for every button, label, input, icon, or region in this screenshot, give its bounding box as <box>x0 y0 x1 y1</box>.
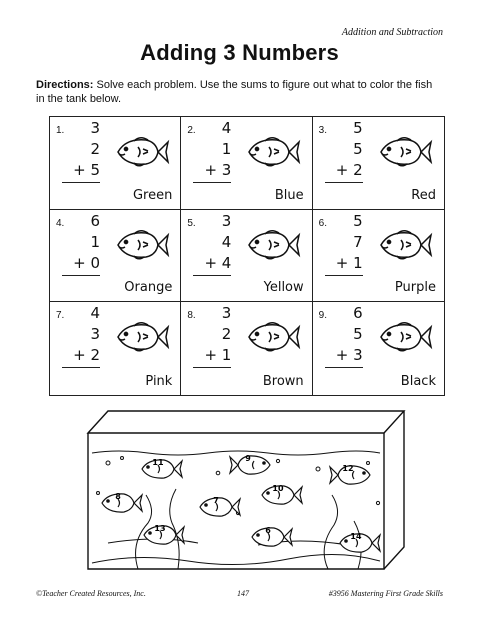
addend-1: 4 <box>90 304 100 323</box>
problem-stack <box>193 118 231 183</box>
fish-icon <box>243 133 301 171</box>
addend-2: 3 <box>90 325 100 344</box>
problem-cell <box>313 302 444 395</box>
color-label: Purple <box>394 280 436 296</box>
tank-fish <box>102 494 142 512</box>
addend-1: 3 <box>221 211 232 230</box>
directions-text: Solve each problem. Use the sums to figure out what to color the fish in the tank below. <box>36 79 433 105</box>
color-label: Black <box>400 373 436 389</box>
tank-fish-number: 14 <box>350 532 362 541</box>
tank-fish-number: 12 <box>342 464 354 473</box>
fish-icon <box>243 226 301 264</box>
problem-stack <box>193 303 231 368</box>
addend-1: 3 <box>90 119 100 137</box>
footer-left: ©Teacher Created Resources, Inc. <box>36 589 146 598</box>
problem-number: 1. <box>56 125 65 136</box>
fish-icon <box>243 318 301 356</box>
tank-fish-number: 8 <box>115 492 121 501</box>
problem-stack <box>62 211 100 276</box>
tank-side <box>384 411 404 569</box>
fish-icon <box>375 133 433 171</box>
addend-3: + 3 <box>335 346 363 365</box>
problem-cell <box>50 302 181 395</box>
addend-2: 1 <box>221 140 232 158</box>
addend-2: 7 <box>353 232 363 251</box>
addend-1: 4 <box>221 119 232 137</box>
directions-label: Directions: <box>36 79 94 91</box>
sum-line <box>193 275 231 276</box>
addend-2: 2 <box>221 325 232 344</box>
addend-3: + 2 <box>335 161 363 179</box>
color-label: Blue <box>274 187 304 203</box>
addend-1: 3 <box>221 304 232 323</box>
tank-fish <box>200 498 240 516</box>
addend-3: + 5 <box>73 161 100 179</box>
problem-number: 4. <box>56 217 65 229</box>
problem-stack <box>325 211 363 276</box>
sum-line <box>193 182 231 183</box>
tank-fish-number: 11 <box>152 458 164 467</box>
addend-1: 6 <box>90 211 100 230</box>
fish-icon <box>375 226 433 264</box>
fish-icon <box>375 318 433 356</box>
addend-2: 1 <box>90 232 100 251</box>
tank-fish-number: 7 <box>213 496 219 505</box>
fish-tank <box>78 403 414 573</box>
addend-1: 5 <box>353 211 363 230</box>
color-label: Pink <box>145 373 173 389</box>
problem-stack <box>193 211 231 276</box>
addend-2: 5 <box>353 140 363 158</box>
color-label: Brown <box>262 373 304 389</box>
tank-fish <box>252 528 292 546</box>
problem-number: 2. <box>187 125 196 136</box>
addend-3: + 1 <box>335 253 363 272</box>
color-label: Yellow <box>263 280 304 296</box>
tank-fish-group <box>102 454 380 552</box>
addend-2: 4 <box>221 232 232 251</box>
tank-fish-number: 9 <box>245 454 251 463</box>
problem-cell <box>50 117 181 210</box>
tank-top <box>88 411 404 433</box>
tank-fish-number: 10 <box>272 484 284 493</box>
problem-number: 8. <box>187 310 196 322</box>
color-label: Green <box>132 187 173 203</box>
problem-cell <box>313 210 444 303</box>
tank-fish-number: 13 <box>154 524 166 533</box>
problem-cell <box>181 302 312 395</box>
tank-fish-number: 6 <box>265 526 271 535</box>
fish-icon <box>112 133 170 171</box>
addend-1: 6 <box>353 304 363 323</box>
addend-2: 5 <box>353 325 363 344</box>
addend-3: + 3 <box>204 161 232 179</box>
fish-icon <box>112 318 170 356</box>
addend-3: + 2 <box>73 346 100 365</box>
problem-number: 5. <box>187 217 196 229</box>
addend-2: 2 <box>90 140 100 158</box>
problem-cell <box>181 117 312 210</box>
sum-line <box>62 182 100 183</box>
sum-line <box>325 367 363 368</box>
problem-stack <box>62 303 100 368</box>
addend-3: + 0 <box>73 253 100 272</box>
sum-line <box>62 367 100 368</box>
problem-number: 6. <box>318 217 327 229</box>
problem-number: 3. <box>318 125 327 136</box>
footer-right: #3956 Mastering First Grade Skills <box>328 589 443 598</box>
problem-stack <box>325 118 363 183</box>
problem-cell <box>50 210 181 303</box>
addend-3: + 1 <box>204 346 232 365</box>
addend-3: + 4 <box>204 253 232 272</box>
footer-page-number: 147 <box>237 589 249 598</box>
sum-line <box>325 182 363 183</box>
header-note: Addition and Subtraction <box>341 27 443 38</box>
color-label: Red <box>411 187 436 203</box>
problem-number: 9. <box>318 310 327 322</box>
sum-line <box>325 275 363 276</box>
addend-1: 5 <box>353 119 363 137</box>
fish-icon <box>112 226 170 264</box>
problem-stack <box>62 118 100 183</box>
problem-cell <box>181 210 312 303</box>
problem-cell <box>313 117 444 210</box>
problem-stack <box>325 303 363 368</box>
problem-number: 7. <box>56 310 65 322</box>
directions <box>36 78 443 106</box>
page-title: Adding 3 Numbers <box>140 40 339 65</box>
sum-line <box>62 275 100 276</box>
color-label: Orange <box>124 280 173 296</box>
problem-grid <box>49 116 445 396</box>
sum-line <box>193 367 231 368</box>
